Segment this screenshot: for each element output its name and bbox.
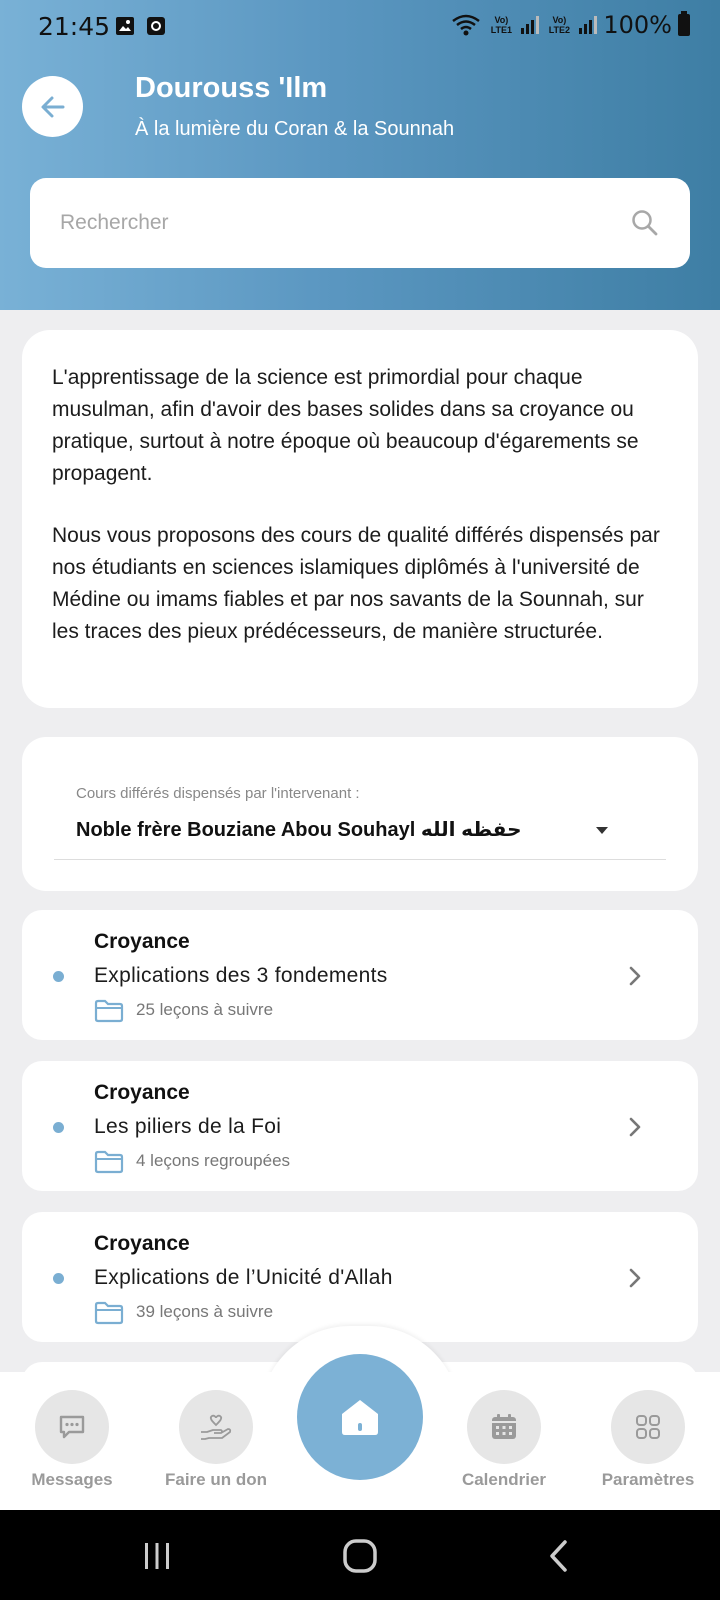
nav-calendar-circle — [467, 1390, 541, 1464]
grid-icon — [633, 1412, 663, 1442]
course-title: Explications de l’Unicité d'Allah — [94, 1266, 393, 1289]
recent-apps-icon[interactable] — [137, 1536, 177, 1576]
app-notification-icon — [146, 16, 166, 36]
chat-bubble-icon — [57, 1412, 87, 1442]
nav-donate[interactable] — [146, 1390, 286, 1500]
battery-percent: 100% — [603, 11, 672, 39]
status-bar — [0, 0, 720, 52]
wifi-icon — [451, 13, 481, 37]
teacher-selector-card — [22, 737, 698, 891]
chevron-right-icon — [627, 1115, 643, 1139]
intro-paragraph: Nous vous proposons des cours de qualité différés dispensés par nos étudiants en sciences islamiques diplômés à l'université de Médine ou imams fiables et par nos savants de la Sounnah, sur les traces des pieux prédécesseurs, de manière structurée. — [52, 524, 660, 643]
signal-icon — [521, 16, 539, 34]
course-category: Croyance — [94, 1232, 190, 1255]
search-bar[interactable] — [30, 178, 690, 268]
nav-label: Paramètres — [601, 1470, 695, 1489]
folder-icon — [94, 1301, 124, 1325]
chevron-right-icon — [627, 1266, 643, 1290]
folder-icon — [94, 1150, 124, 1174]
course-category: Croyance — [94, 930, 190, 953]
nav-label: Messages — [31, 1470, 113, 1489]
page-subtitle: À la lumière du Coran & la Sounnah — [135, 118, 455, 140]
nav-label: Calendrier — [461, 1470, 547, 1489]
course-item[interactable] — [22, 910, 698, 1040]
arrow-left-icon — [39, 93, 67, 121]
home-icon — [338, 1396, 382, 1438]
folder-icon — [94, 999, 124, 1023]
intro-paragraph: L'apprentissage de la science est primordial pour chaque musulman, afin d'avoir des bases solides dans sa croyance ou pratique, surtout à notre époque où beaucoup d'égarements se propagent. — [52, 366, 639, 485]
course-meta: 4 leçons regroupées — [136, 1151, 291, 1170]
course-title: Les piliers de la Foi — [94, 1115, 282, 1138]
intro-card — [22, 330, 698, 708]
search-icon[interactable] — [630, 208, 660, 238]
back-system-icon[interactable] — [540, 1536, 580, 1576]
bullet-dot — [53, 1273, 64, 1284]
nav-settings-circle — [611, 1390, 685, 1464]
gallery-icon — [115, 16, 135, 36]
sim2-label: Vo) LTE2 — [548, 15, 571, 35]
teacher-select[interactable]: Noble frère Bouziane Abou Souhayl حفظه الله — [76, 819, 522, 841]
course-item[interactable] — [22, 1212, 698, 1342]
page-title: Dourouss 'Ilm — [135, 72, 328, 104]
nav-messages-circle — [35, 1390, 109, 1464]
search-input[interactable] — [60, 178, 620, 268]
calendar-icon — [489, 1412, 519, 1442]
course-item[interactable] — [22, 1061, 698, 1191]
status-right-group — [451, 10, 690, 40]
signal-icon — [579, 16, 597, 34]
home-button[interactable] — [297, 1354, 423, 1480]
course-meta: 39 leçons à suivre — [136, 1302, 274, 1321]
bullet-dot — [53, 971, 64, 982]
nav-calendar[interactable] — [434, 1390, 574, 1500]
sim1-label: Vo) LTE1 — [490, 15, 513, 35]
course-category: Croyance — [94, 1081, 190, 1104]
select-underline — [54, 859, 666, 860]
nav-donate-circle — [179, 1390, 253, 1464]
donate-hand-heart-icon — [199, 1412, 233, 1442]
chevron-right-icon — [627, 964, 643, 988]
status-time: 21:45 — [38, 12, 111, 41]
nav-settings[interactable] — [578, 1390, 718, 1500]
nav-label: Faire un don — [165, 1470, 267, 1489]
caret-down-icon[interactable] — [596, 827, 608, 834]
bullet-dot — [53, 1122, 64, 1133]
course-title: Explications des 3 fondements — [94, 964, 388, 987]
course-meta: 25 leçons à suivre — [136, 1000, 274, 1019]
battery-icon — [678, 14, 690, 36]
back-button[interactable] — [22, 76, 83, 137]
home-system-icon[interactable] — [340, 1536, 380, 1576]
teacher-select-label: Cours différés dispensés par l'intervenant : — [76, 785, 360, 802]
nav-messages[interactable] — [2, 1390, 142, 1500]
system-nav-bar — [0, 1510, 720, 1600]
